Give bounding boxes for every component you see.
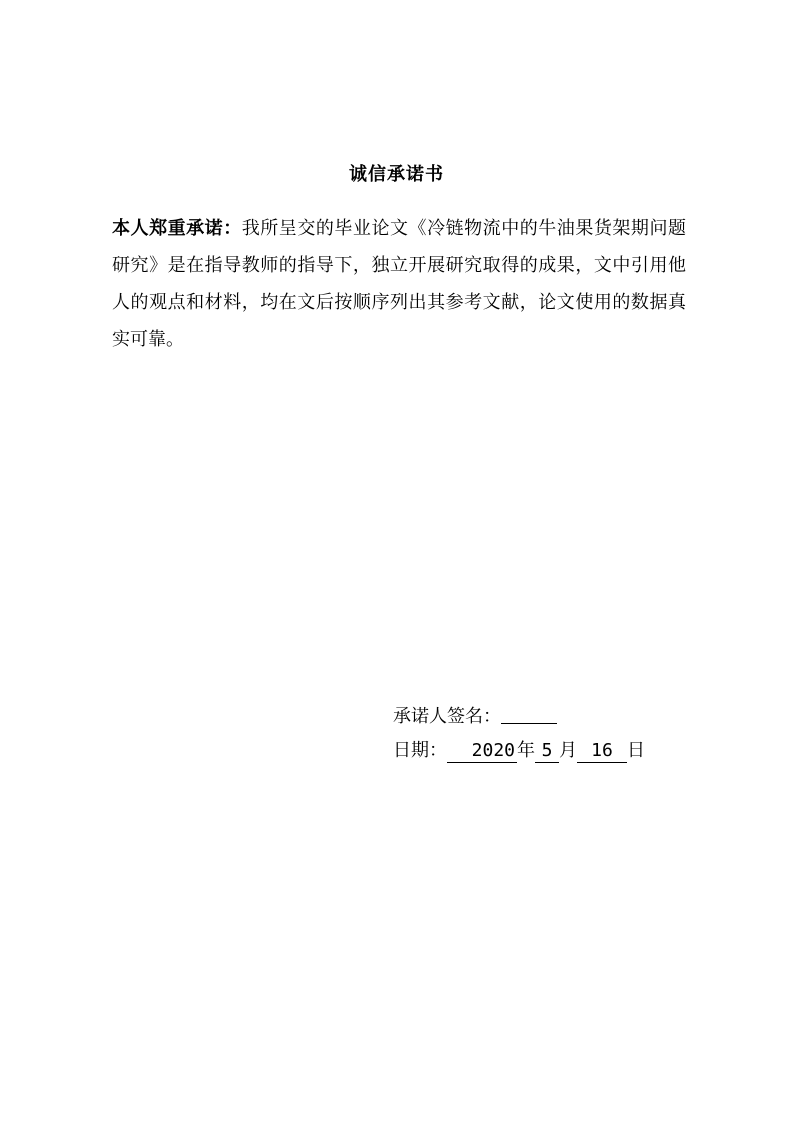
signature-line bbox=[501, 703, 557, 724]
date-month: 5 bbox=[535, 740, 559, 763]
pledge-lead: 本人郑重承诺： bbox=[112, 218, 242, 239]
date-label: 日期： bbox=[393, 740, 447, 761]
pledge-body: 我所呈交的毕业论文《冷链物流中的牛油果货架期问题研究》是在指导教师的指导下，独立开展研究取得的成果，文中引用他人的观点和材料，均在文后按顺序列出其参考文献，论文使用的数据真实可靠。 bbox=[112, 218, 686, 350]
date-day: 16 bbox=[577, 740, 627, 763]
year-unit: 年 bbox=[517, 740, 535, 761]
signature-block bbox=[393, 700, 693, 768]
signer-label: 承诺人签名： bbox=[393, 706, 501, 727]
signer-row bbox=[393, 700, 693, 734]
page-title: 诚信承诺书 bbox=[349, 164, 444, 185]
date-year: 2020 bbox=[447, 740, 517, 763]
date-row bbox=[393, 734, 693, 768]
pledge-paragraph bbox=[112, 210, 686, 358]
month-unit: 月 bbox=[559, 740, 577, 761]
day-unit: 日 bbox=[627, 740, 645, 761]
